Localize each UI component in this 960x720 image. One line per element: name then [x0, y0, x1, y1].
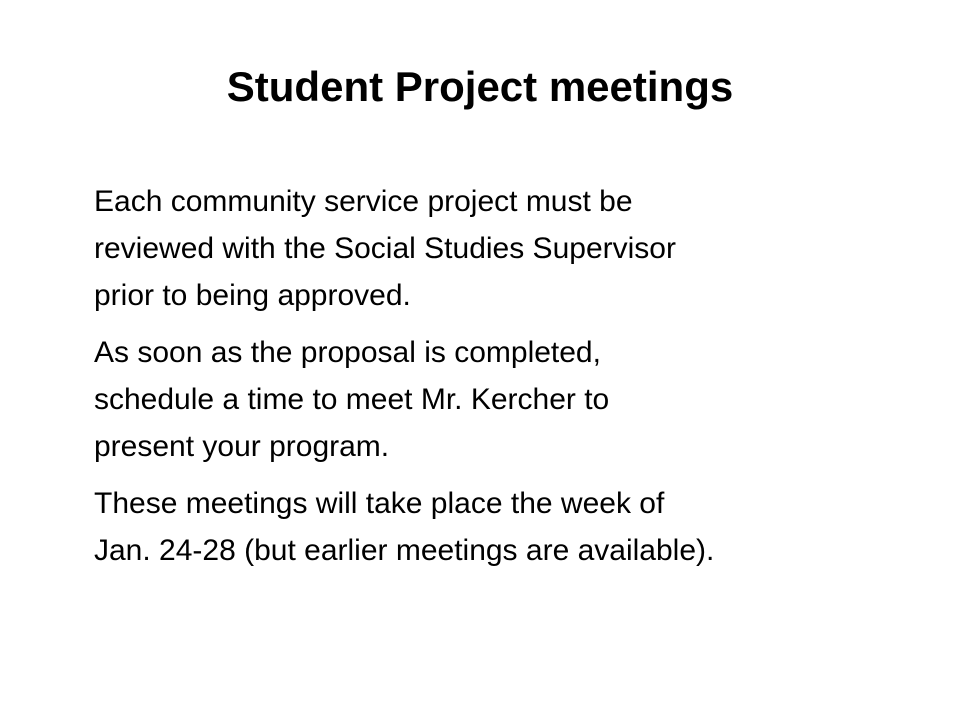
paragraph-meeting-dates: These meetings will take place the week of Jan. 24-28 (but earlier meetings are available).	[94, 487, 715, 567]
slide-title: Student Project meetings	[226, 63, 734, 110]
paragraph-review-requirement: Each community service project must be reviewed with the Social Studies Supervisor prior to being approved.	[94, 185, 676, 312]
slide-body	[94, 178, 914, 584]
paragraph-schedule-meeting: As soon as the proposal is completed, schedule a time to meet Mr. Kercher to present your program.	[94, 336, 610, 463]
